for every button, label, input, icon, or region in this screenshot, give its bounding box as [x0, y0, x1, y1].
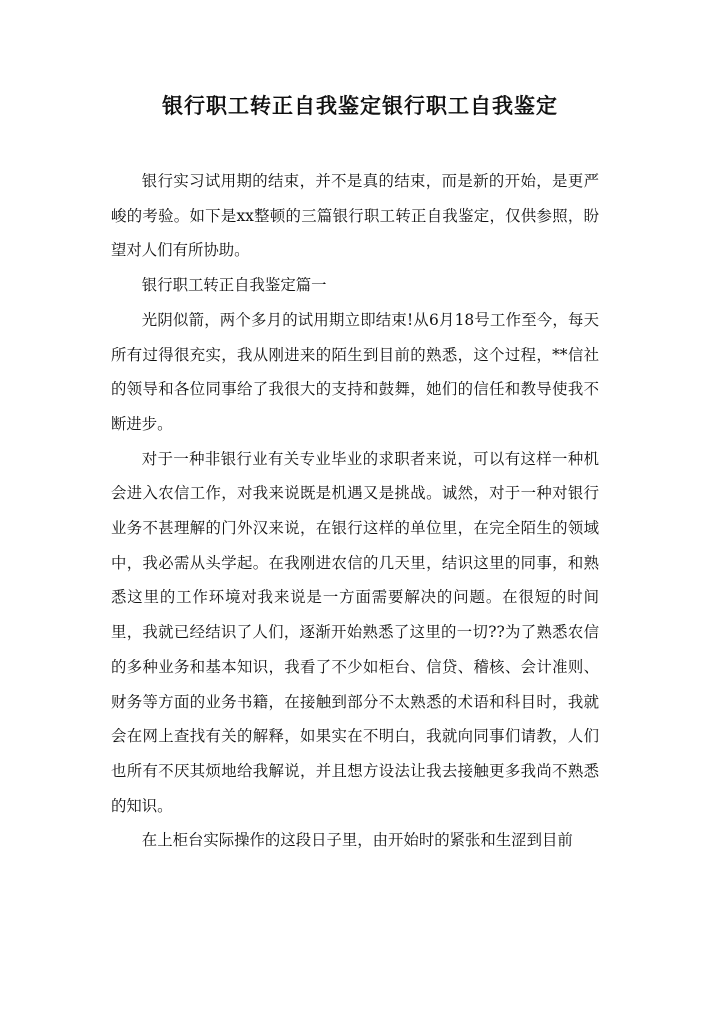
- document-title: 银行职工转正自我鉴定银行职工自我鉴定: [162, 93, 558, 118]
- paragraph: 光阴似箭，两个多月的试用期立即结束!从6月18号工作至今，每天所有过得很充实，我从刚进来的陌生到目前的熟悉，这个过程，**信社的领导和各位同事给了我很大的支持和鼓舞，她们的信任和教导使我不断进步。: [111, 310, 599, 433]
- paragraph: 在上柜台实际操作的这段日子里，由开始时的紧张和生涩到目前: [141, 831, 573, 850]
- section-heading: 银行职工转正自我鉴定篇一: [141, 276, 327, 295]
- paragraph-intro: 银行实习试用期的结束，并不是真的结束，而是新的开始，是更严峻的考验。如下是xx整顿的三篇银行职工转正自我鉴定，仅供参照，盼望对人们有所协助。: [111, 172, 599, 260]
- document-body: [111, 164, 599, 858]
- paragraph: 对于一种非银行业有关专业毕业的求职者来说，可以有这样一种机会进入农信工作，对我来说既是机遇又是挑战。诚然，对于一种对银行业务不甚理解的门外汉来说，在银行这样的单位里，在完全陌生的领域中，我必需从头学起。在我刚进农信的几天里，结识这里的同事，和熟悉这里的工作环境对我来说是一方面需要解决的问题。在很短的时间里，我就已经结识了人们，逐渐开始熟悉了这里的一切??为了熟悉农信的多种业务和基本知识，我看了不少如柜台、信贷、稽核、会计准则、财务等方面的业务书籍，在接触到部分不太熟悉的术语和科目时，我就会在网上查找有关的解释，如果实在不明白，我就向同事们请教，人们也所有不厌其烦地给我解说，并且想方设法让我去接触更多我尚不熟悉的知识。: [111, 449, 599, 815]
